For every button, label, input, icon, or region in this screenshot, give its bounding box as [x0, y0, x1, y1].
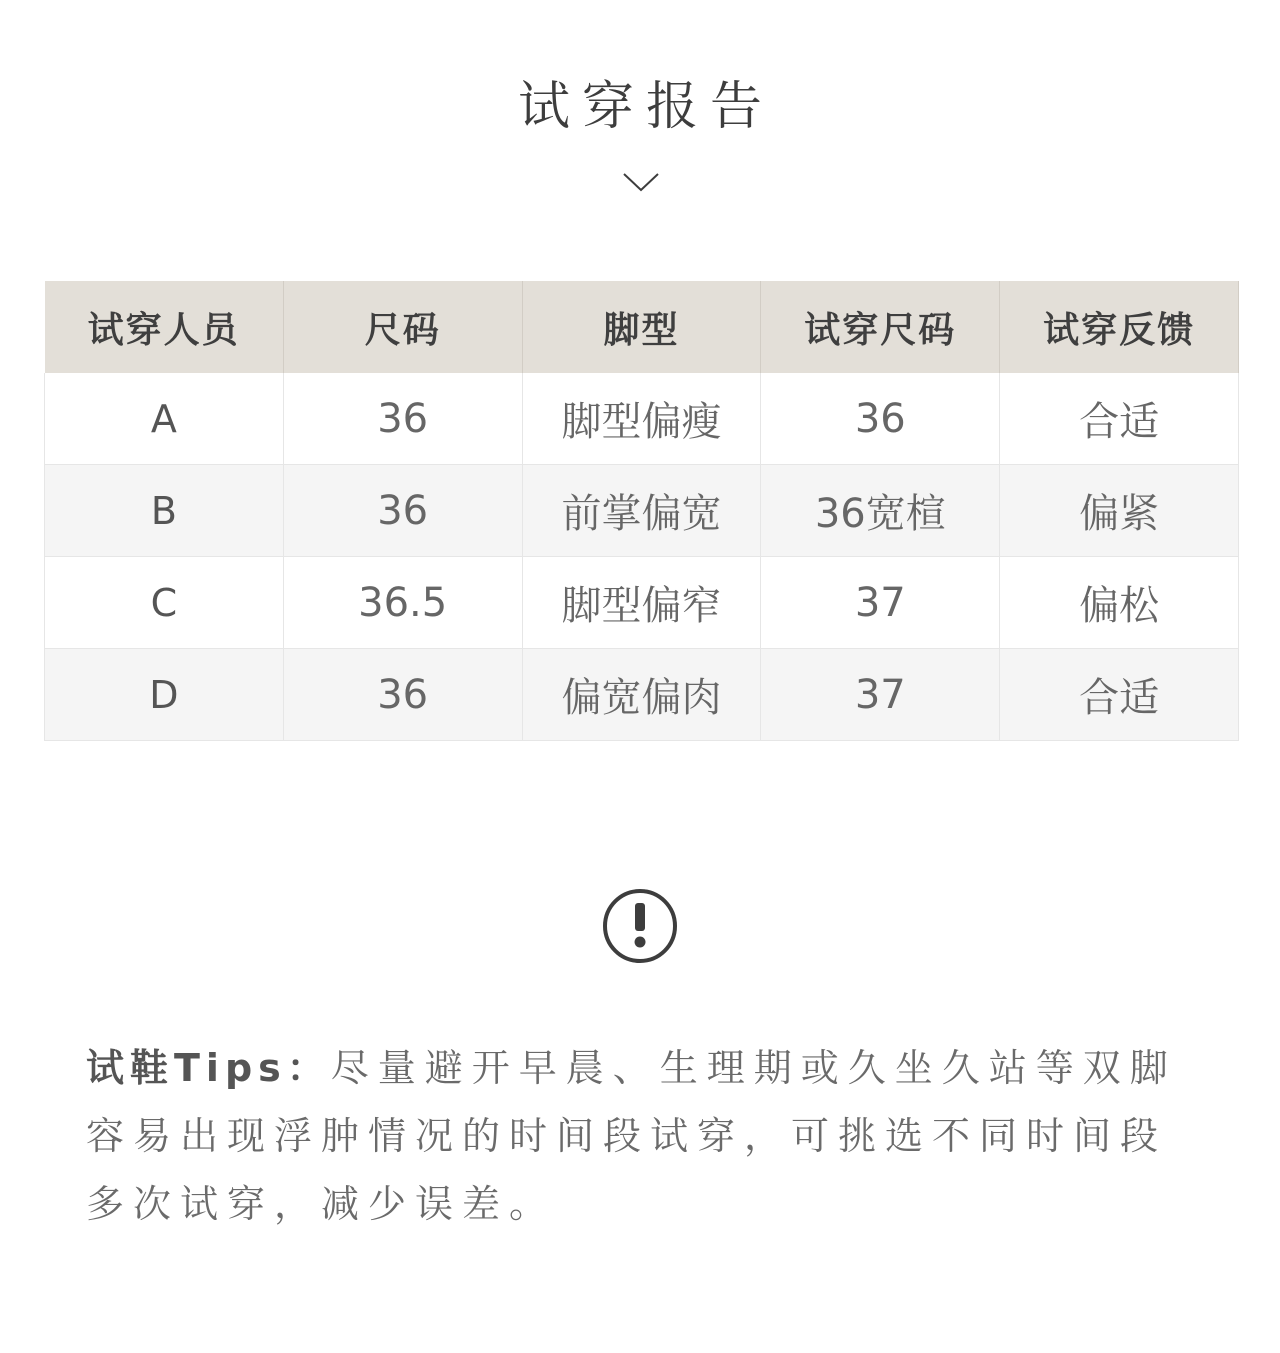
- table-row: [45, 649, 1239, 741]
- cell-tried-size: 37: [761, 557, 1000, 649]
- cell-tried-size: 37: [761, 649, 1000, 741]
- cell-foot-type: 脚型偏瘦: [522, 373, 761, 465]
- cell-feedback: 偏松: [1000, 557, 1239, 649]
- table-row: [45, 373, 1239, 465]
- cell-size: 36: [283, 373, 522, 465]
- cell-feedback: 合适: [1000, 649, 1239, 741]
- cell-foot-type: 脚型偏窄: [522, 557, 761, 649]
- cell-feedback: 偏紧: [1000, 465, 1239, 557]
- tips-label: 试鞋Tips：: [86, 1046, 331, 1090]
- cell-feedback: 合适: [1000, 373, 1239, 465]
- cell-tried-size: 36宽楦: [761, 465, 1000, 557]
- cell-size: 36.5: [283, 557, 522, 649]
- cell-size: 36: [283, 649, 522, 741]
- cell-foot-type: 偏宽偏肉: [522, 649, 761, 741]
- page-title: 试穿报告: [517, 77, 774, 137]
- table-row: [45, 557, 1239, 649]
- tips-text: 尽量避开早晨、生理期或久坐久站等双脚容易出现浮肿情况的时间段试穿，可挑选不同时间段多次试穿，减少误差。: [86, 1046, 1177, 1226]
- cell-size: 36: [283, 465, 522, 557]
- fitting-report-table: [44, 281, 1239, 741]
- cell-foot-type: 前掌偏宽: [522, 465, 761, 557]
- header-tried-size: 试穿尺码: [761, 281, 1000, 373]
- exclamation-circle-icon: [601, 887, 679, 965]
- cell-tester: A: [45, 373, 284, 465]
- cell-tester: D: [45, 649, 284, 741]
- cell-tried-size: 36: [761, 373, 1000, 465]
- table-header-row: [45, 281, 1239, 373]
- header-feedback: 试穿反馈: [1000, 281, 1239, 373]
- header-foot-type: 脚型: [522, 281, 761, 373]
- cell-tester: C: [45, 557, 284, 649]
- table-row: [45, 465, 1239, 557]
- cell-tester: B: [45, 465, 284, 557]
- chevron-down-icon: [622, 170, 660, 194]
- header-tester: 试穿人员: [45, 281, 284, 373]
- header-size: 尺码: [283, 281, 522, 373]
- fitting-tips: [86, 1034, 1201, 1238]
